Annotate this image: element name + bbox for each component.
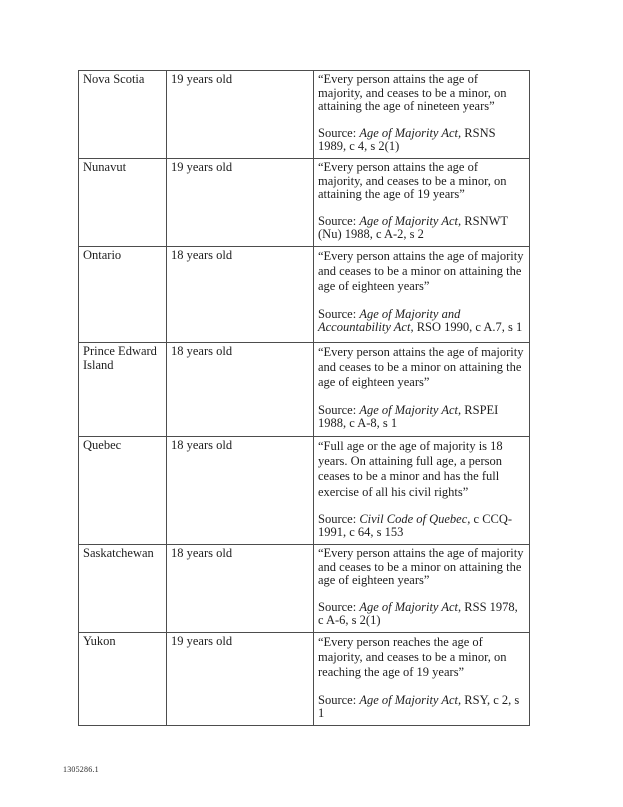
age-value: 18 years old: [171, 437, 233, 452]
province-cell: [79, 544, 167, 632]
source-prefix: Source:: [318, 402, 360, 417]
citation-cell: [314, 71, 530, 159]
source-line: [318, 601, 525, 628]
age-cell: [167, 158, 314, 246]
table-row-nunavut: [79, 158, 530, 246]
province-cell: [79, 158, 167, 246]
statute-quote: “Every person attains the age of majority, and ceases to be a minor, on attaining the age of 19 years”: [318, 159, 507, 202]
table-row-saskatchewan: [79, 544, 530, 632]
table-row-quebec: [79, 436, 530, 544]
age-cell: [167, 342, 314, 436]
province-cell: [79, 342, 167, 436]
act-title: Age of Majority Act,: [359, 213, 462, 228]
age-value: 19 years old: [171, 633, 233, 648]
age-of-majority-table: [78, 70, 530, 726]
source-citation: RSY, c 2, s 1: [318, 692, 520, 721]
statute-quote: “Full age or the age of majority is 18 years. On attaining full age, a person ceases to be a minor and has the full exercise of all his civil rights”: [318, 438, 503, 499]
source-citation: RSNS 1989, c 4, s 2(1): [318, 125, 496, 154]
source-line: [318, 215, 525, 242]
statute-quote: “Every person attains the age of majority and ceases to be a minor on attaining the age of eighteen years”: [318, 248, 524, 294]
statute-quote: “Every person reaches the age of majority, and ceases to be a minor, on reaching the age of 19 years”: [318, 634, 507, 680]
citation-cell: [314, 342, 530, 436]
province-cell: [79, 71, 167, 159]
statute-quote: “Every person attains the age of majority and ceases to be a minor on attaining the age of eighteen years”: [318, 545, 524, 588]
citation-cell: [314, 436, 530, 544]
age-cell: [167, 632, 314, 725]
citation-cell: [314, 544, 530, 632]
age-cell: [167, 71, 314, 159]
province-name: Nova Scotia: [83, 72, 145, 86]
age-value: 18 years old: [171, 247, 233, 262]
document-number: 1305286.1: [63, 765, 99, 774]
source-prefix: Source:: [318, 306, 360, 321]
source-citation: RSPEI 1988, c A-8, s 1: [318, 402, 499, 431]
age-value: 18 years old: [171, 343, 233, 358]
province-name: Quebec: [83, 437, 122, 452]
act-title: Age of Majority Act,: [359, 125, 462, 140]
act-title: Age of Majority Act: [359, 599, 459, 614]
province-cell: [79, 436, 167, 544]
source-prefix: Source:: [318, 125, 360, 140]
province-cell: [79, 632, 167, 725]
province-name: Yukon: [83, 633, 116, 648]
age-value: 19 years old: [171, 72, 233, 86]
source-line: [318, 308, 525, 335]
province-cell: [79, 246, 167, 342]
province-name: Nunavut: [83, 159, 127, 174]
source-prefix: Source:: [318, 599, 360, 614]
citation-cell: [314, 246, 530, 342]
citation-cell: [314, 632, 530, 725]
province-name: Saskatchewan: [83, 545, 154, 560]
source-line: [318, 127, 525, 154]
table-row-prince-edward-island: [79, 342, 530, 436]
age-value: 18 years old: [171, 545, 233, 560]
source-prefix: Source:: [318, 511, 360, 526]
age-value: 19 years old: [171, 159, 233, 174]
source-citation: RSO 1990, c A.7, s 1: [413, 320, 523, 335]
source-prefix: Source:: [318, 692, 360, 707]
source-line: [318, 513, 525, 540]
source-prefix: Source:: [318, 213, 360, 228]
province-name: Ontario: [83, 247, 122, 262]
source-citation: , c CCQ-1991, c 64, s 153: [318, 511, 513, 540]
table-row-yukon: [79, 632, 530, 725]
statute-quote: “Every person attains the age of majority, and ceases to be a minor, on attaining the age of nineteen years”: [318, 72, 507, 114]
act-title: Age of Majority and Accountability Act,: [318, 306, 461, 335]
age-cell: [167, 544, 314, 632]
source-line: [318, 404, 525, 431]
source-citation: RSNWT (Nu) 1988, c A-2, s 2: [318, 213, 508, 242]
act-title: Civil Code of Quebec: [359, 511, 468, 526]
table-row-nova-scotia: [79, 71, 530, 159]
statute-quote: “Every person attains the age of majority and ceases to be a minor on attaining the age of eighteen years”: [318, 344, 524, 390]
citation-cell: [314, 158, 530, 246]
age-cell: [167, 436, 314, 544]
table-row-ontario: [79, 246, 530, 342]
source-citation: , RSS 1978, c A-6, s 2(1): [318, 599, 518, 628]
province-name: Prince Edward Island: [83, 343, 157, 372]
act-title: Age of Majority Act,: [359, 402, 462, 417]
source-line: [318, 694, 525, 721]
age-cell: [167, 246, 314, 342]
act-title: Age of Majority Act,: [359, 692, 462, 707]
